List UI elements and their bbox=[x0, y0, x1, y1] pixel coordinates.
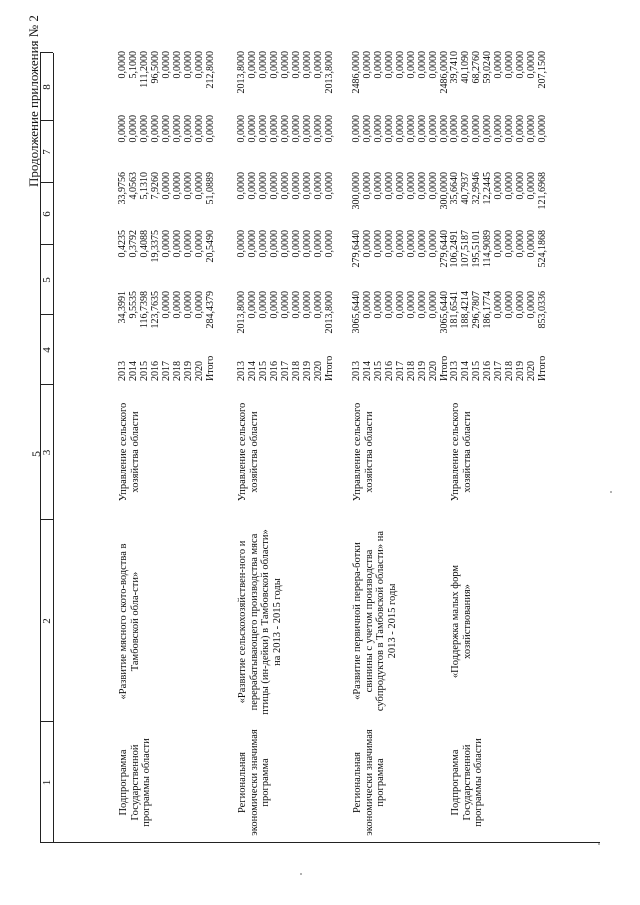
table-cell: 2016 bbox=[481, 361, 493, 381]
table-cell: 2016 bbox=[149, 361, 161, 381]
table-cell: 20,5490 bbox=[204, 230, 216, 263]
table-cell: 0,0000 bbox=[449, 115, 460, 143]
header-col-5: 5 bbox=[41, 277, 53, 283]
table-cell: 2014 bbox=[127, 361, 139, 381]
table-cell: 33,9756 bbox=[117, 172, 128, 205]
table-cell: 0,0000 bbox=[514, 172, 526, 200]
table-cell: 111,2000 bbox=[138, 51, 150, 88]
table-cell: 0,0000 bbox=[405, 51, 417, 79]
table-cell: 0,0000 bbox=[268, 51, 280, 79]
table-cell: 0,0000 bbox=[438, 115, 450, 143]
table-cell: 0,0000 bbox=[171, 51, 183, 79]
table-cell: 0,0000 bbox=[268, 172, 280, 200]
table-cell: 114,9089 bbox=[481, 230, 493, 268]
table-cell: 0,0000 bbox=[312, 291, 324, 319]
table-cell: 0,0000 bbox=[182, 51, 194, 79]
table-cell: 0,0000 bbox=[312, 51, 324, 79]
table-cell: 0,0000 bbox=[372, 230, 384, 258]
table-cell: 0,0000 bbox=[503, 230, 515, 258]
table-cell: 68,2760 bbox=[470, 51, 482, 84]
table-cell: 12,2445 bbox=[481, 172, 493, 205]
table-cell: 2019 bbox=[514, 361, 526, 381]
table-cell: 0,0000 bbox=[361, 230, 373, 258]
header-col-8: 8 bbox=[41, 84, 53, 90]
table-cell: 96,5000 bbox=[149, 51, 161, 84]
table-left-border bbox=[40, 842, 600, 843]
table-cell: 0,0000 bbox=[383, 291, 395, 319]
executor-cell: Управление сельского хозяйства области bbox=[118, 402, 141, 502]
table-cell: 2020 bbox=[525, 361, 537, 381]
scan-speck bbox=[300, 873, 302, 875]
table-cell: 0,0000 bbox=[323, 230, 335, 258]
table-cell: 2019 bbox=[416, 361, 428, 381]
table-cell: 0,0000 bbox=[171, 230, 183, 258]
table-cell: 279,6440 bbox=[351, 230, 362, 268]
table-cell: 524,1868 bbox=[536, 230, 548, 268]
table-cell: 0,0000 bbox=[193, 291, 205, 319]
table-cell: 0,0000 bbox=[301, 51, 313, 79]
table-cell: 0,0000 bbox=[492, 51, 504, 79]
program-name-cell: «Поддержка малых форм хозяйствования» bbox=[450, 564, 473, 679]
table-cell: 2013 bbox=[449, 361, 460, 381]
table-cell: 0,0000 bbox=[383, 230, 395, 258]
table-cell: 0,0000 bbox=[525, 115, 537, 143]
table-cell: Итого bbox=[438, 355, 450, 381]
table-cell: 3065,6440 bbox=[438, 291, 450, 334]
table-cell: 0,0000 bbox=[383, 115, 395, 143]
program-type-cell: Региональная экономически значимая программа bbox=[237, 729, 272, 836]
table-cell: 188,4214 bbox=[459, 291, 471, 329]
table-cell: 0,0000 bbox=[394, 51, 406, 79]
table-cell: 2017 bbox=[279, 361, 291, 381]
table-cell: 0,0000 bbox=[361, 291, 373, 319]
table-cell: 2015 bbox=[372, 361, 384, 381]
table-cell: 2013,8000 bbox=[236, 291, 247, 334]
table-cell: 0,0000 bbox=[312, 115, 324, 143]
table-cell: 2014 bbox=[246, 361, 258, 381]
table-cell: 0,0000 bbox=[416, 172, 428, 200]
table-cell: 9,5535 bbox=[127, 291, 139, 319]
table-cell: 2013 bbox=[236, 361, 247, 381]
continuation-title: Продолжение приложения № 2 bbox=[26, 15, 41, 187]
table-cell: 279,6440 bbox=[438, 230, 450, 268]
table-cell: 0,0000 bbox=[372, 172, 384, 200]
table-cell: 0,0000 bbox=[361, 115, 373, 143]
amount-column-5 bbox=[352, 230, 451, 290]
table-cell: 0,0000 bbox=[290, 172, 302, 200]
table-cell: 0,0000 bbox=[492, 172, 504, 200]
table-cell: 0,0000 bbox=[351, 115, 362, 143]
table-cell: 106,2491 bbox=[449, 230, 460, 268]
table-cell: 0,0000 bbox=[525, 230, 537, 258]
table-cell: 0,4088 bbox=[138, 230, 150, 258]
amount-column-7 bbox=[352, 115, 451, 170]
program-type-cell: Региональная экономически значимая программа bbox=[352, 729, 387, 836]
table-cell: 300,0000 bbox=[351, 172, 362, 210]
table-cell: 2015 bbox=[257, 361, 269, 381]
amount-column-7 bbox=[450, 115, 549, 170]
table-cell: 40,7937 bbox=[459, 172, 471, 205]
table-cell: 0,0000 bbox=[503, 291, 515, 319]
table-cell: 0,0000 bbox=[394, 291, 406, 319]
table-cell: 0,0000 bbox=[301, 230, 313, 258]
table-cell: 2019 bbox=[182, 361, 194, 381]
amount-column-4 bbox=[352, 291, 451, 357]
table-cell: 0,0000 bbox=[117, 51, 128, 79]
table-cell: 2018 bbox=[290, 361, 302, 381]
table-cell: 0,0000 bbox=[361, 172, 373, 200]
amount-column-7 bbox=[118, 115, 217, 170]
table-cell: 0,0000 bbox=[394, 230, 406, 258]
table-cell: 0,0000 bbox=[394, 172, 406, 200]
table-cell: 0,0000 bbox=[372, 291, 384, 319]
table-cell: 0,0000 bbox=[525, 51, 537, 79]
table-cell: 0,0000 bbox=[503, 51, 515, 79]
table-cell: 3065,6440 bbox=[351, 291, 362, 334]
amount-column-5 bbox=[118, 230, 217, 290]
table-cell: 5,1310 bbox=[138, 172, 150, 200]
table-cell: 7,9260 bbox=[149, 172, 161, 200]
table-cell: 0,0000 bbox=[171, 172, 183, 200]
table-cell: 0,0000 bbox=[268, 230, 280, 258]
table-cell: 0,0000 bbox=[268, 291, 280, 319]
amount-column-4 bbox=[450, 291, 549, 357]
table-cell: 2020 bbox=[427, 361, 439, 381]
table-cell: 0,0000 bbox=[171, 115, 183, 143]
table-cell: 0,0000 bbox=[301, 115, 313, 143]
table-cell: 0,0000 bbox=[492, 291, 504, 319]
amount-column-6 bbox=[237, 172, 336, 228]
table-cell: 0,0000 bbox=[323, 172, 335, 200]
table-cell: 2018 bbox=[405, 361, 417, 381]
table-cell: 0,3792 bbox=[127, 230, 139, 258]
table-cell: 0,0000 bbox=[301, 291, 313, 319]
table-cell: 296,7807 bbox=[470, 291, 482, 329]
table-cell: 284,4379 bbox=[204, 291, 216, 329]
table-cell: 0,0000 bbox=[171, 291, 183, 319]
table-cell: 0,0000 bbox=[193, 115, 205, 143]
table-cell: 0,0000 bbox=[279, 230, 291, 258]
program-type-cell: Подпрограмма Государственной программы области bbox=[118, 738, 153, 827]
table-cell: 0,4235 bbox=[117, 230, 128, 258]
table-cell: 0,0000 bbox=[416, 51, 428, 79]
table-cell: 0,0000 bbox=[279, 291, 291, 319]
table-cell: 0,0000 bbox=[416, 291, 428, 319]
table-cell: 0,0000 bbox=[290, 115, 302, 143]
table-cell: 35,6640 bbox=[449, 172, 460, 205]
table-cell: 0,0000 bbox=[416, 230, 428, 258]
executor-cell: Управление сельского хозяйства области bbox=[450, 402, 473, 502]
table-cell: 0,0000 bbox=[470, 115, 482, 143]
table-cell: 2014 bbox=[459, 361, 471, 381]
table-cell: 0,0000 bbox=[323, 115, 335, 143]
scan-speck bbox=[610, 491, 612, 493]
table-cell: 0,0000 bbox=[372, 51, 384, 79]
header-col-6: 6 bbox=[41, 211, 53, 217]
table-cell: 0,0000 bbox=[514, 291, 526, 319]
table-cell: 212,8000 bbox=[204, 51, 216, 89]
table-cell: 116,7398 bbox=[138, 291, 150, 329]
table-cell: 0,0000 bbox=[290, 51, 302, 79]
header-col-4: 4 bbox=[41, 347, 53, 353]
table-cell: 0,0000 bbox=[117, 115, 128, 143]
table-cell: 2013,8000 bbox=[236, 51, 247, 94]
table-cell: 0,0000 bbox=[257, 172, 269, 200]
table-cell: 0,0000 bbox=[149, 115, 161, 143]
program-name-cell: «Развитие сельскохозяйствен-ного и перерабатывающего производства мяса птицы (ин-дейки) в Тамбовской области» на 2013 - 2015 годы bbox=[237, 529, 283, 715]
table-cell: 2016 bbox=[268, 361, 280, 381]
table-cell: 0,0000 bbox=[492, 230, 504, 258]
table-cell: 0,0000 bbox=[525, 291, 537, 319]
table-cell: 2020 bbox=[312, 361, 324, 381]
program-name-cell: «Развитие первичной перера-ботки свинины с учетом производства субпродуктов в Тамбовской области» на 2013 - 2015 годы bbox=[352, 530, 398, 712]
table-cell: 0,0000 bbox=[257, 230, 269, 258]
table-cell: 195,5101 bbox=[470, 230, 482, 268]
table-cell: 0,0000 bbox=[257, 51, 269, 79]
amount-column-4 bbox=[237, 291, 336, 357]
header-col-2: 2 bbox=[41, 618, 53, 624]
amount-column-4 bbox=[118, 291, 217, 357]
table-cell: 5,1000 bbox=[127, 51, 139, 79]
table-cell: 0,0000 bbox=[481, 115, 493, 143]
table-cell: 123,7635 bbox=[149, 291, 161, 329]
table-cell: 34,3991 bbox=[117, 291, 128, 324]
table-cell: 0,0000 bbox=[290, 291, 302, 319]
table-cell: 0,0000 bbox=[405, 115, 417, 143]
program-type-cell: Подпрограмма Государственной программы области bbox=[450, 738, 485, 827]
table-cell: 2486,0000 bbox=[438, 51, 450, 94]
table-cell: 0,0000 bbox=[246, 51, 258, 79]
table-cell: 0,0000 bbox=[236, 230, 247, 258]
table-cell: Итого bbox=[323, 355, 335, 381]
table-cell: 0,0000 bbox=[383, 172, 395, 200]
table-cell: 181,6541 bbox=[449, 291, 460, 329]
table-cell: 0,0000 bbox=[503, 172, 515, 200]
table-cell: 0,0000 bbox=[536, 115, 548, 143]
page-number: 5 bbox=[29, 451, 43, 457]
executor-cell: Управление сельского хозяйства области bbox=[352, 402, 375, 502]
table-cell: 0,0000 bbox=[383, 51, 395, 79]
table-cell: 2013 bbox=[351, 361, 362, 381]
table-cell: 0,0000 bbox=[138, 115, 150, 143]
table-cell: 107,5187 bbox=[459, 230, 471, 268]
table-cell: 0,0000 bbox=[182, 291, 194, 319]
table-cell: 2018 bbox=[503, 361, 515, 381]
table-cell: 0,0000 bbox=[372, 115, 384, 143]
table-cell: 0,0000 bbox=[514, 51, 526, 79]
table-cell: 0,0000 bbox=[405, 230, 417, 258]
table-cell: 0,0000 bbox=[193, 172, 205, 200]
amount-column-8 bbox=[450, 51, 549, 113]
table-cell: 40,1090 bbox=[459, 51, 471, 84]
table-cell: 0,0000 bbox=[246, 291, 258, 319]
table-cell: 0,0000 bbox=[246, 115, 258, 143]
table-cell: 0,0000 bbox=[290, 230, 302, 258]
header-col-1: 1 bbox=[41, 779, 53, 786]
table-cell: 0,0000 bbox=[427, 115, 439, 143]
table-cell: 0,0000 bbox=[279, 51, 291, 79]
table-cell: 51,0889 bbox=[204, 172, 216, 205]
table-cell: 853,0336 bbox=[536, 291, 548, 329]
table-cell: 2486,0000 bbox=[351, 51, 362, 94]
table-cell: 2018 bbox=[171, 361, 183, 381]
table-cell: 0,0000 bbox=[193, 51, 205, 79]
amount-column-8 bbox=[237, 51, 336, 113]
table-cell: 0,0000 bbox=[312, 172, 324, 200]
table-cell: 121,6968 bbox=[536, 172, 548, 210]
table-cell: 0,0000 bbox=[160, 230, 172, 258]
table-cell: 0,0000 bbox=[394, 115, 406, 143]
table-cell: 0,0000 bbox=[361, 51, 373, 79]
table-cell: 0,0000 bbox=[279, 115, 291, 143]
table-cell: 207,1500 bbox=[536, 51, 548, 89]
table-cell: 0,0000 bbox=[193, 230, 205, 258]
table-cell: 0,0000 bbox=[405, 172, 417, 200]
executor-cell: Управление сельского хозяйства области bbox=[237, 402, 260, 502]
table-cell: 0,0000 bbox=[182, 172, 194, 200]
table-cell: 0,0000 bbox=[160, 291, 172, 319]
table-cell: 0,0000 bbox=[427, 51, 439, 79]
scan-speck bbox=[598, 843, 600, 845]
table-cell: 0,0000 bbox=[503, 115, 515, 143]
table-cell: 0,0000 bbox=[405, 291, 417, 319]
table-cell: 0,0000 bbox=[427, 230, 439, 258]
amount-column-8 bbox=[352, 51, 451, 113]
header-bottom-border bbox=[53, 53, 54, 843]
table-cell: 2017 bbox=[394, 361, 406, 381]
table-cell: 2017 bbox=[160, 361, 172, 381]
table-cell: Итого bbox=[536, 355, 548, 381]
table-cell: Итого bbox=[204, 355, 216, 381]
table-cell: 0,0000 bbox=[257, 115, 269, 143]
table-cell: 2017 bbox=[492, 361, 504, 381]
table-cell: 0,0000 bbox=[301, 172, 313, 200]
table-cell: 4,0563 bbox=[127, 172, 139, 200]
table-cell: 0,0000 bbox=[236, 172, 247, 200]
table-cell: 2016 bbox=[383, 361, 395, 381]
amount-column-8 bbox=[118, 51, 217, 113]
table-cell: 0,0000 bbox=[514, 115, 526, 143]
table-cell: 2014 bbox=[361, 361, 373, 381]
table-cell: 2019 bbox=[301, 361, 313, 381]
amount-column-7 bbox=[237, 115, 336, 170]
table-cell: 19,3375 bbox=[149, 230, 161, 263]
amount-column-5 bbox=[450, 230, 549, 290]
table-cell: 2013 bbox=[117, 361, 128, 381]
table-cell: 2013,8000 bbox=[323, 291, 335, 334]
table-cell: 0,0000 bbox=[246, 172, 258, 200]
table-cell: 59,0240 bbox=[481, 51, 493, 84]
table-cell: 0,0000 bbox=[279, 172, 291, 200]
table-cell: 0,0000 bbox=[525, 172, 537, 200]
table-cell: 186,1774 bbox=[481, 291, 493, 329]
header-col-7: 7 bbox=[41, 149, 53, 155]
program-name-cell: «Развитие мясного ското-водства в Тамбовской обла-сти» bbox=[118, 543, 141, 700]
table-cell: 0,0000 bbox=[427, 172, 439, 200]
table-cell: 300,0000 bbox=[438, 172, 450, 210]
table-cell: 2020 bbox=[193, 361, 205, 381]
table-cell: 0,0000 bbox=[514, 230, 526, 258]
table-cell: 0,0000 bbox=[236, 115, 247, 143]
table-cell: 0,0000 bbox=[312, 230, 324, 258]
table-cell: 2015 bbox=[470, 361, 482, 381]
table-cell: 0,0000 bbox=[182, 230, 194, 258]
table-cell: 0,0000 bbox=[182, 115, 194, 143]
table-cell: 0,0000 bbox=[204, 115, 216, 143]
table-cell: 0,0000 bbox=[160, 172, 172, 200]
table-cell: 32,9946 bbox=[470, 172, 482, 205]
header-col-3: 3 bbox=[41, 449, 53, 456]
table-cell: 0,0000 bbox=[246, 230, 258, 258]
table-cell: 0,0000 bbox=[127, 115, 139, 143]
table-cell: 0,0000 bbox=[492, 115, 504, 143]
table-cell: 0,0000 bbox=[160, 51, 172, 79]
table-cell: 39,7410 bbox=[449, 51, 460, 84]
amount-column-6 bbox=[450, 172, 549, 228]
table-cell: 0,0000 bbox=[416, 115, 428, 143]
amount-column-5 bbox=[237, 230, 336, 290]
table-cell: 0,0000 bbox=[459, 115, 471, 143]
table-cell: 0,0000 bbox=[160, 115, 172, 143]
table-cell: 0,0000 bbox=[427, 291, 439, 319]
table-cell: 0,0000 bbox=[268, 115, 280, 143]
table-cell: 0,0000 bbox=[257, 291, 269, 319]
amount-column-6 bbox=[118, 172, 217, 228]
amount-column-6 bbox=[352, 172, 451, 228]
table-cell: 2015 bbox=[138, 361, 150, 381]
table-cell: 2013,8000 bbox=[323, 51, 335, 94]
